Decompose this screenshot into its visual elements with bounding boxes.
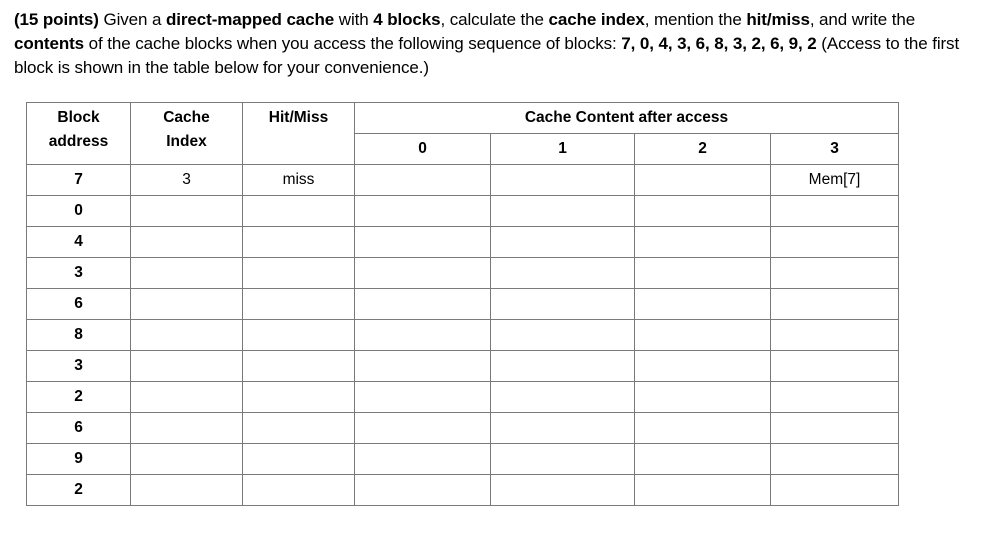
cache-content-3-cell [771,351,899,382]
cache-content-3-cell [771,444,899,475]
block-address-cell: 3 [27,258,131,289]
table-row [27,444,899,475]
cache-content-0-cell [355,444,491,475]
hit-miss-cell [243,351,355,382]
cache-index-cell [131,289,243,320]
table-row [27,382,899,413]
cache-content-2-cell [635,351,771,382]
table-row [27,475,899,506]
question-keyword: cache index [548,10,645,29]
hit-miss-cell [243,196,355,227]
cache-content-3-cell [771,413,899,444]
question-segment: of the cache blocks when you access the following sequence of blocks: [84,34,622,53]
block-address-cell: 7 [27,165,131,196]
hit-miss-cell [243,444,355,475]
question-keyword: 4 blocks [373,10,441,29]
cache-content-1-cell [491,475,635,506]
hit-miss-cell [243,227,355,258]
table-row [27,413,899,444]
cache-content-1-cell [491,351,635,382]
question-text [14,8,982,80]
question-segment: (Access to the first block is shown in the table below for your convenience.) [14,34,960,77]
cache-content-1-cell [491,196,635,227]
cache-index-cell [131,351,243,382]
cache-index-cell [131,475,243,506]
cache-content-1-cell [491,444,635,475]
cache-index-cell [131,227,243,258]
cache-content-2-cell [635,165,771,196]
cache-content-1-cell [491,382,635,413]
cache-content-1-cell [491,258,635,289]
block-address-header: Block address [27,103,131,165]
cache-content-0-cell [355,413,491,444]
cache-index-cell [131,320,243,351]
table-row [27,351,899,382]
content-column-1-header: 1 [491,134,635,165]
cache-content-1-cell [491,289,635,320]
cache-content-3-cell [771,196,899,227]
cache-index-cell [131,413,243,444]
block-address-cell: 0 [27,196,131,227]
hit-miss-cell [243,475,355,506]
hit-miss-cell [243,289,355,320]
table-row [27,258,899,289]
block-address-cell: 3 [27,351,131,382]
block-address-cell: 8 [27,320,131,351]
question-keyword: hit/miss [746,10,810,29]
hit-miss-cell [243,258,355,289]
block-address-cell: 9 [27,444,131,475]
cache-table [26,102,899,506]
block-address-cell: 6 [27,289,131,320]
question-segment: , calculate the [440,10,549,29]
cache-content-2-cell [635,227,771,258]
question-segment: with [334,10,374,29]
question-keyword: direct-mapped cache [166,10,335,29]
cache-content-3-cell [771,382,899,413]
cache-content-1-cell [491,413,635,444]
cache-content-header: Cache Content after access [355,103,899,134]
question-segment: , mention the [644,10,747,29]
hit-miss-cell: miss [243,165,355,196]
block-address-cell: 6 [27,413,131,444]
access-sequence: 7, 0, 4, 3, 6, 8, 3, 2, 6, 9, 2 [621,34,817,53]
table-row [27,320,899,351]
hit-miss-cell [243,382,355,413]
table-row [27,289,899,320]
hit-miss-cell [243,320,355,351]
question-segment: , and write the [809,10,916,29]
table-row [27,165,899,196]
cache-content-2-cell [635,475,771,506]
cache-content-3-cell: Mem[7] [771,165,899,196]
cache-index-cell [131,382,243,413]
cache-content-1-cell [491,165,635,196]
cache-content-2-cell [635,320,771,351]
cache-content-3-cell [771,289,899,320]
cache-content-2-cell [635,444,771,475]
cache-index-cell [131,444,243,475]
cache-content-1-cell [491,320,635,351]
content-column-3-header: 3 [771,134,899,165]
points-label: (15 points) [14,10,99,29]
cache-index-header: Cache Index [131,103,243,165]
cache-index-cell [131,258,243,289]
table-header-row [27,103,899,134]
content-column-0-header: 0 [355,134,491,165]
block-address-cell: 2 [27,475,131,506]
cache-content-0-cell [355,258,491,289]
cache-content-3-cell [771,475,899,506]
cache-content-3-cell [771,227,899,258]
cache-content-2-cell [635,413,771,444]
cache-content-0-cell [355,289,491,320]
cache-content-3-cell [771,320,899,351]
table-row [27,227,899,258]
cache-content-2-cell [635,382,771,413]
cache-content-0-cell [355,196,491,227]
block-address-cell: 2 [27,382,131,413]
cache-content-0-cell [355,475,491,506]
question-keyword: contents [14,34,85,53]
cache-content-0-cell [355,227,491,258]
cache-content-0-cell [355,351,491,382]
hit-miss-header: Hit/Miss [243,103,355,165]
cache-index-cell [131,196,243,227]
content-column-2-header: 2 [635,134,771,165]
cache-content-2-cell [635,289,771,320]
cache-content-0-cell [355,382,491,413]
cache-content-0-cell [355,165,491,196]
hit-miss-cell [243,413,355,444]
cache-content-2-cell [635,258,771,289]
cache-content-3-cell [771,258,899,289]
cache-content-0-cell [355,320,491,351]
block-address-cell: 4 [27,227,131,258]
cache-content-2-cell [635,196,771,227]
table-row [27,196,899,227]
table-body [27,165,899,506]
question-segment: Given a [98,10,166,29]
cache-index-cell: 3 [131,165,243,196]
cache-content-1-cell [491,227,635,258]
